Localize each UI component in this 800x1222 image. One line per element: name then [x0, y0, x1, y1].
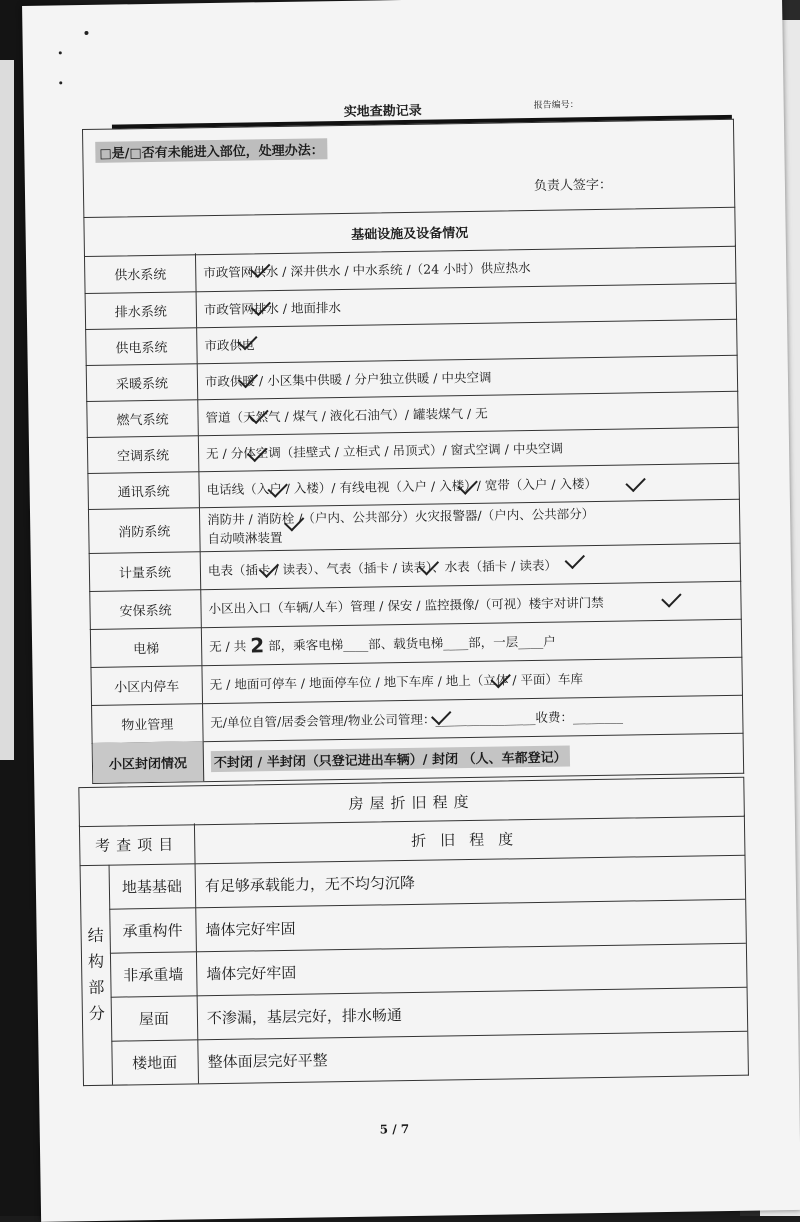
item-label: 楼地面 [111, 1039, 199, 1084]
row-value: 无 / 分体空调（挂壁式 / 立柜式 / 吊顶式）/ 窗式空调 / 中央空调 [205, 440, 564, 462]
row-label: 计量系统 [90, 551, 202, 591]
elevator-suffix: 部，乘客电梯____部、载货电梯____部，一层____户 [268, 633, 556, 654]
row-label: 排水系统 [86, 291, 198, 329]
degree-value: 有足够承载能力，无不均匀沉降 [204, 873, 416, 895]
row-value: 市政管网供水 / 深井供水 / 中水系统 /（24 小时）供应热水 [203, 260, 531, 281]
table-row [111, 1031, 748, 1085]
item-label: 非承重墙 [110, 951, 198, 996]
row-label: 消防系统 [89, 507, 201, 553]
row-label: 燃气系统 [87, 399, 199, 437]
row-label: 物业管理 [92, 703, 204, 743]
row-value: 市政管网排水 / 地面排水 [203, 299, 342, 318]
enclosure-value-text: 不封闭 / 半封闭（只登记进出车辆）/ 封闭 （人、车都登记） [211, 745, 570, 772]
row-label: 空调系统 [88, 435, 200, 473]
depreciation-title: 房屋折旧程度 [78, 777, 745, 827]
row-value: 无 / 地面可停车 / 地面停车位 / 地下车库 / 地上（立体 / 平面）车库 [209, 671, 584, 693]
row-value-line2: 自动喷淋装置 [207, 529, 283, 547]
row-label: 供水系统 [85, 253, 197, 293]
degree-value: 不渗漏，基层完好，排水畅通 [206, 1005, 403, 1027]
punch-dot [59, 81, 62, 84]
row-value: 小区出入口（车辆/人车）管理 / 保安 / 监控摄像/（可视）楼宇对讲门禁 [208, 594, 604, 617]
elevator-prefix: 无 / 共 [209, 638, 247, 655]
handwritten-elevator-count: 2 [250, 633, 265, 658]
row-value: 管道（天然气 / 煤气 / 液化石油气）/ 罐装煤气 / 无 [205, 405, 488, 426]
infra-section-title: 基础设施及设备情况 [83, 207, 736, 257]
signature-label: 负责人签字： [533, 177, 613, 194]
punch-dot [84, 31, 88, 35]
row-value: 市政供电 [204, 337, 255, 354]
access-question: □是/□否有未能进入部位，处理办法： [95, 138, 328, 163]
row-value: 无/单位自管/居委会管理/物业公司管理：________________收费：________ [210, 708, 624, 731]
row-value: 电表（插卡 / 读表）、气表（插卡 / 读表）、水表（插卡 / 读表） [207, 557, 557, 579]
degree-value: 墙体完好牢固 [206, 963, 297, 983]
row-value-line1: 消防井 / 消防栓 /（户内、公共部分）火灾报警器/（户内、公共部分） [207, 506, 595, 528]
row-label: 小区内停车 [91, 665, 203, 705]
report-number-label: 报告编号： [533, 100, 579, 111]
row-value: 电话线（入户 / 入楼）/ 有线电视（入户 / 入楼）/ 宽带（入户 / 入楼） [206, 475, 598, 498]
document-page [22, 0, 800, 1222]
item-label: 屋面 [111, 995, 199, 1040]
degree-value: 墙体完好牢固 [205, 919, 296, 939]
row-label: 安保系统 [90, 589, 202, 629]
row-label: 采暖系统 [87, 363, 199, 401]
row-value [211, 733, 738, 781]
background-paper-edge [0, 60, 14, 760]
degree-value: 整体面层完好平整 [207, 1050, 328, 1071]
row-label: 小区封闭情况 [93, 741, 205, 783]
col-item-header: 考查项目 [80, 823, 196, 865]
row-label: 电梯 [91, 627, 203, 667]
row-value: 市政供暖 / 小区集中供暖 / 分户独立供暖 / 中央空调 [204, 369, 492, 390]
page-number: 5 / 7 [379, 1122, 410, 1137]
punch-dot [59, 51, 62, 54]
row-label: 通讯系统 [88, 471, 200, 509]
structure-group-label: 结 构 部 分 [81, 865, 113, 1085]
page-title: 实地查勘记录 [343, 103, 422, 120]
col-degree-header: 折旧程度 [411, 829, 528, 850]
access-section [82, 119, 735, 218]
item-label: 地基基础 [109, 863, 197, 908]
structure-table [80, 855, 749, 1086]
item-label: 承重构件 [109, 907, 197, 952]
row-label: 供电系统 [86, 327, 198, 365]
